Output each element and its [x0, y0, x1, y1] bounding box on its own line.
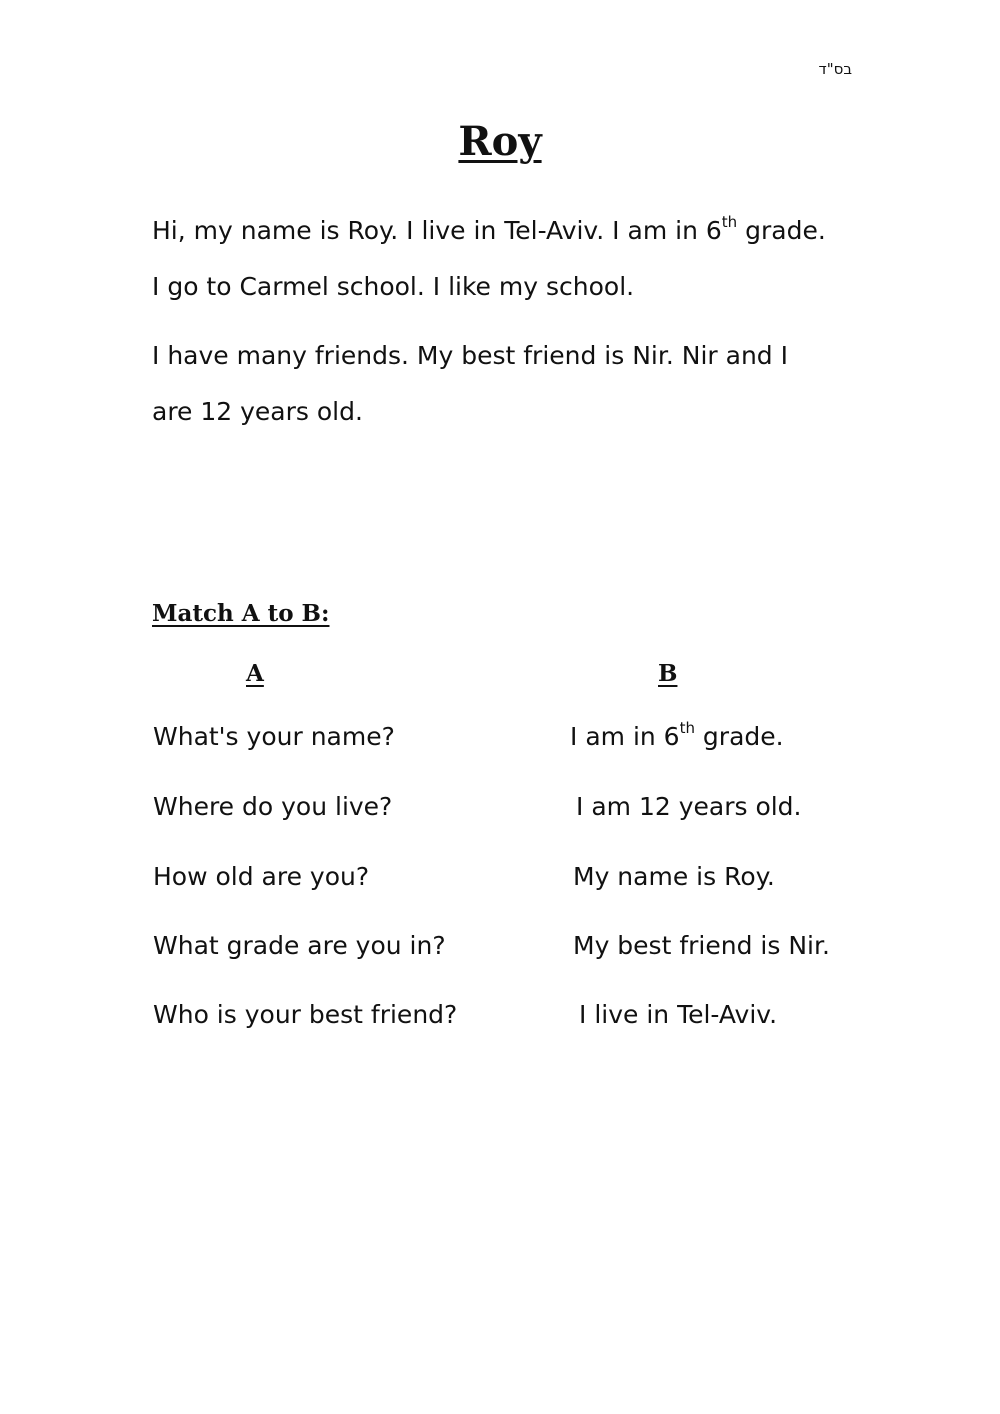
- intro-paragraph: [152, 203, 872, 315]
- ordinal-suffix: th: [679, 719, 695, 737]
- friends-paragraph: [152, 328, 872, 440]
- question-item: Who is your best friend?: [153, 1000, 458, 1029]
- question-item: What grade are you in?: [153, 931, 446, 960]
- intro-line-1-end: grade.: [737, 216, 826, 245]
- friends-line-2: are 12 years old.: [152, 397, 363, 426]
- friends-line-1: I have many friends. My best friend is Nir. Nir and I: [152, 341, 788, 370]
- question-item: How old are you?: [153, 862, 370, 891]
- answer-text: I am in 6: [570, 722, 680, 751]
- question-item: Where do you live?: [153, 792, 393, 821]
- answer-item: My name is Roy.: [573, 862, 775, 891]
- answer-text-end: grade.: [694, 722, 784, 751]
- column-b-label: B: [658, 660, 678, 687]
- ordinal-suffix: th: [721, 213, 738, 231]
- answer-item: [570, 719, 784, 751]
- column-a-label: A: [246, 660, 264, 687]
- match-heading: Match A to B:: [152, 600, 330, 627]
- question-item: What's your name?: [153, 722, 395, 751]
- intro-line-2: I go to Carmel school. I like my school.: [152, 272, 635, 301]
- answer-item: I am 12 years old.: [576, 792, 802, 821]
- answer-item: I live in Tel-Aviv.: [579, 1000, 778, 1029]
- header-mark: בס"ד: [818, 60, 852, 78]
- answer-item: My best friend is Nir.: [573, 931, 830, 960]
- page-title: Roy: [458, 118, 542, 165]
- intro-line-1-text: Hi, my name is Roy. I live in Tel-Aviv. I am in 6: [152, 216, 722, 245]
